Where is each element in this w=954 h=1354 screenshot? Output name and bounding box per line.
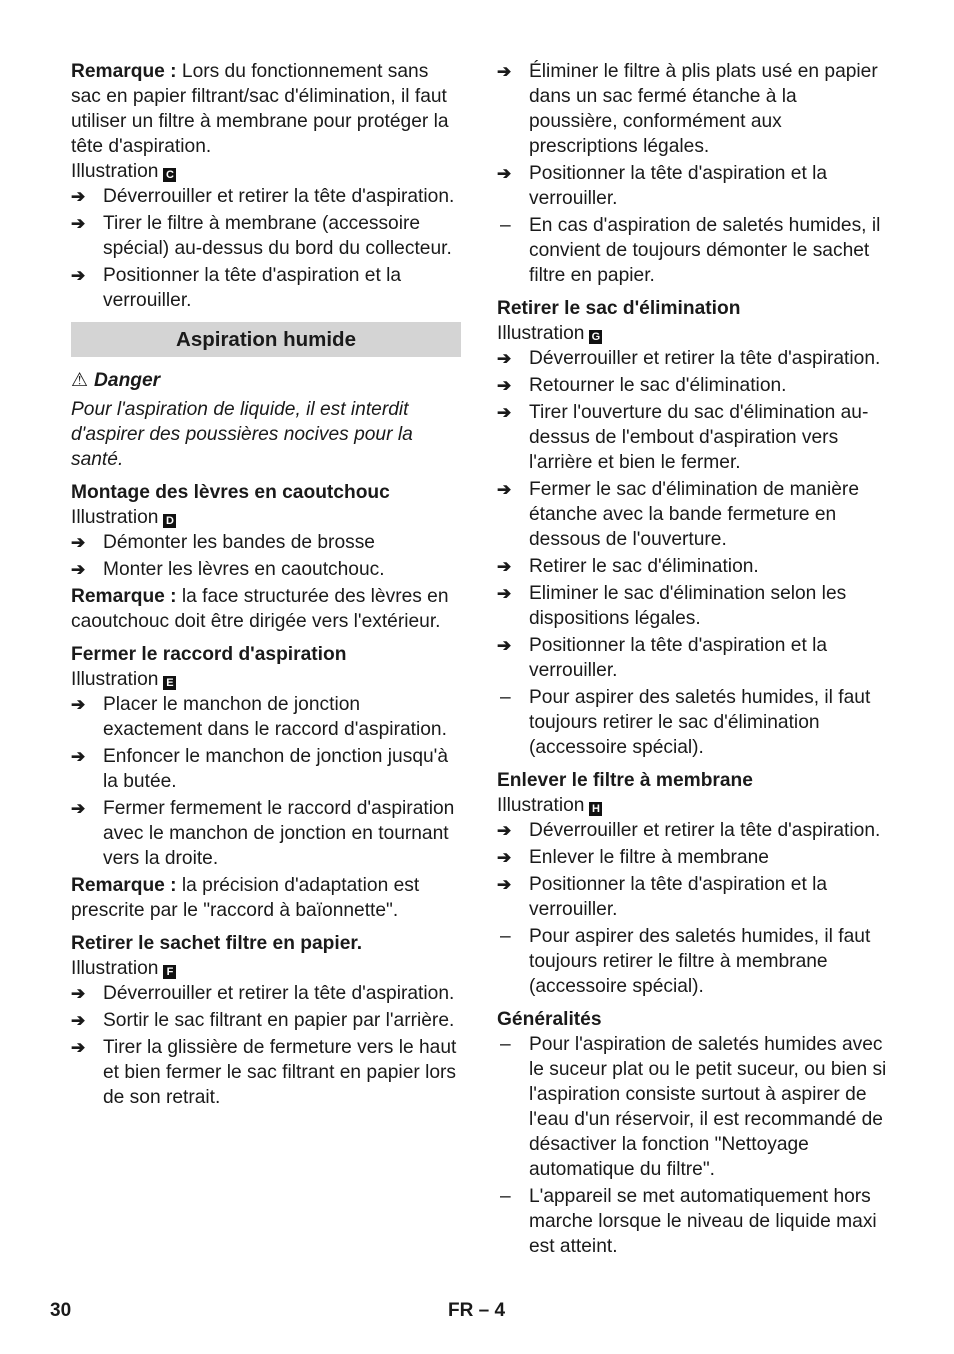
arrow-right-icon: ➔ (71, 1011, 86, 1030)
illustration-letter-icon: G (589, 330, 602, 344)
step-text: Fermer fermement le raccord d'aspiration avec le manchon de jonction en tournant vers la droite. (103, 798, 455, 869)
subheading: Retirer le sachet filtre en papier. (71, 933, 363, 954)
list-item (71, 530, 461, 555)
list-item (71, 981, 461, 1006)
list-item (497, 346, 889, 371)
subheading: Montage des lèvres en caoutchouc (71, 482, 390, 503)
arrow-right-icon: ➔ (497, 164, 512, 183)
step-text: Positionner la tête d'aspiration et la verrouiller. (529, 874, 828, 920)
list-item (497, 581, 889, 631)
list-item (497, 213, 889, 288)
arrow-right-icon: ➔ (497, 821, 512, 840)
illustration-ref (497, 321, 889, 346)
arrow-right-icon: ➔ (71, 533, 86, 552)
arrow-right-icon: ➔ (71, 214, 86, 233)
step-text: Fermer le sac d'élimination de manière étanche avec la bande fermeture en dessous de l'ouverture. (529, 479, 859, 550)
illustration-letter-icon: E (163, 676, 176, 690)
list-item (71, 692, 461, 742)
list-item (497, 373, 889, 398)
list-item (497, 924, 889, 999)
danger-text: Pour l'aspiration de liquide, il est interdit d'aspirer des poussières nocives pour la santé. (71, 399, 413, 470)
right-column (497, 59, 889, 1261)
illustration-label: Illustration (497, 323, 585, 344)
list-item (71, 184, 461, 209)
list-item (71, 557, 461, 582)
arrow-right-icon: ➔ (71, 984, 86, 1003)
dash-bullet-icon: – (500, 687, 511, 708)
step-text: Eliminer le sac d'élimination selon les dispositions légales. (529, 583, 847, 629)
list-item (497, 161, 889, 211)
step-text: Sortir le sac filtrant en papier par l'arrière. (103, 1010, 455, 1031)
step-text: Retourner le sac d'élimination. (529, 375, 787, 396)
arrow-right-icon: ➔ (497, 480, 512, 499)
note-text: la face structurée des lèvres en caoutchouc doit être dirigée vers l'extérieur. (71, 586, 449, 632)
illustration-letter-icon: C (163, 168, 176, 182)
note-label: Remarque : (71, 61, 177, 82)
step-text: Tirer l'ouverture du sac d'élimination au-dessus de l'embout d'aspiration vers l'arrière et bien le fermer. (529, 402, 869, 473)
subheading: Retirer le sac d'élimination (497, 298, 741, 319)
steps-list (71, 530, 461, 582)
list-item (71, 1008, 461, 1033)
danger-label: Danger (94, 370, 161, 391)
page-label: FR – 4 (448, 1300, 506, 1321)
page-number: 30 (50, 1300, 72, 1321)
illustration-ref (71, 159, 461, 184)
subheading: Généralités (497, 1009, 602, 1030)
step-text: Tirer le filtre à membrane (accessoire spécial) au-dessus du bord du collecteur. (103, 213, 452, 259)
warning-triangle-icon: ⚠ (71, 370, 89, 391)
arrow-right-icon: ➔ (497, 62, 512, 81)
danger-heading (71, 368, 461, 393)
step-text: Déverrouiller et retirer la tête d'aspiration. (529, 820, 881, 841)
step-text: Monter les lèvres en caoutchouc. (103, 559, 385, 580)
arrow-right-icon: ➔ (497, 875, 512, 894)
dash-bullet-icon: – (500, 215, 511, 236)
arrow-right-icon: ➔ (71, 560, 86, 579)
list-item (71, 744, 461, 794)
list-item (497, 1032, 889, 1182)
arrow-right-icon: ➔ (497, 636, 512, 655)
arrow-right-icon: ➔ (497, 557, 512, 576)
left-column (71, 59, 461, 1112)
list-item (497, 845, 889, 870)
step-text: L'appareil se met automatiquement hors marche lorsque le niveau de liquide maxi est atteint. (529, 1186, 877, 1257)
illustration-label: Illustration (497, 795, 585, 816)
subheading: Fermer le raccord d'aspiration (71, 644, 347, 665)
step-text: Déverrouiller et retirer la tête d'aspiration. (529, 348, 881, 369)
arrow-right-icon: ➔ (497, 349, 512, 368)
arrow-right-icon: ➔ (497, 376, 512, 395)
step-text: Éliminer le filtre à plis plats usé en papier dans un sac fermé étanche à la poussière, conformément aux prescriptions légales. (529, 61, 878, 157)
list-item (71, 263, 461, 313)
step-text: Positionner la tête d'aspiration et la verrouiller. (529, 635, 828, 681)
illustration-ref (71, 505, 461, 530)
arrow-right-icon: ➔ (71, 799, 86, 818)
illustration-label: Illustration (71, 958, 159, 979)
step-text: Retirer le sac d'élimination. (529, 556, 759, 577)
step-text: Positionner la tête d'aspiration et la verrouiller. (529, 163, 828, 209)
arrow-right-icon: ➔ (497, 584, 512, 603)
arrow-right-icon: ➔ (497, 848, 512, 867)
note-text: Lors du fonctionnement sans sac en papier filtrant/sac d'élimination, il faut utiliser un filtre à membrane pour protéger la tête d'aspiration. (71, 61, 449, 157)
subheading: Enlever le filtre à membrane (497, 770, 753, 791)
note-label: Remarque : (71, 586, 177, 607)
step-text: Pour aspirer des saletés humides, il faut toujours retirer le sac d'élimination (accessoire spécial). (529, 687, 871, 758)
steps-list (497, 818, 889, 999)
list-item (497, 685, 889, 760)
steps-list (71, 692, 461, 871)
illustration-letter-icon: F (163, 965, 176, 979)
illustration-letter-icon: H (589, 802, 602, 816)
list-item (497, 818, 889, 843)
step-text: Enfoncer le manchon de jonction jusqu'à la butée. (103, 746, 449, 792)
dash-bullet-icon: – (500, 1186, 511, 1207)
arrow-right-icon: ➔ (497, 403, 512, 422)
list-item (497, 59, 889, 159)
steps-list (497, 1032, 889, 1259)
arrow-right-icon: ➔ (71, 187, 86, 206)
step-text: Placer le manchon de jonction exactement dans le raccord d'aspiration. (103, 694, 447, 740)
list-item (497, 554, 889, 579)
step-text: Déverrouiller et retirer la tête d'aspiration. (103, 186, 455, 207)
section-title: Aspiration humide (71, 322, 461, 357)
list-item (497, 477, 889, 552)
note-label: Remarque : (71, 875, 177, 896)
illustration-label: Illustration (71, 161, 159, 182)
steps-list (497, 346, 889, 760)
list-item (71, 211, 461, 261)
note-text: la précision d'adaptation est prescrite par le "raccord à baïonnette". (71, 875, 420, 921)
step-text: En cas d'aspiration de saletés humides, il convient de toujours démonter le sachet filtre en papier. (529, 215, 881, 286)
arrow-right-icon: ➔ (71, 1038, 86, 1057)
step-text: Déverrouiller et retirer la tête d'aspiration. (103, 983, 455, 1004)
list-item (71, 1035, 461, 1110)
note (71, 873, 461, 923)
note (71, 584, 461, 634)
steps-list (497, 59, 889, 288)
list-item (497, 400, 889, 475)
arrow-right-icon: ➔ (71, 747, 86, 766)
dash-bullet-icon: – (500, 1034, 511, 1055)
step-text: Pour aspirer des saletés humides, il faut toujours retirer le filtre à membrane (accessoire spécial). (529, 926, 871, 997)
arrow-right-icon: ➔ (71, 695, 86, 714)
list-item (71, 796, 461, 871)
dash-bullet-icon: – (500, 926, 511, 947)
illustration-ref (71, 956, 461, 981)
step-text: Démonter les bandes de brosse (103, 532, 375, 553)
illustration-letter-icon: D (163, 514, 176, 528)
list-item (497, 872, 889, 922)
arrow-right-icon: ➔ (71, 266, 86, 285)
steps-list (71, 184, 461, 313)
list-item (497, 1184, 889, 1259)
note (71, 59, 461, 159)
illustration-ref (497, 793, 889, 818)
illustration-ref (71, 667, 461, 692)
steps-list (71, 981, 461, 1110)
illustration-label: Illustration (71, 507, 159, 528)
step-text: Pour l'aspiration de saletés humides avec le suceur plat ou le petit suceur, ou bien si l'aspiration consiste surtout à aspirer de l'eau d'un réservoir, il est recommandé de désactiver la fonction "Nettoyage automatique du filtre". (529, 1034, 887, 1180)
step-text: Positionner la tête d'aspiration et la verrouiller. (103, 265, 402, 311)
illustration-label: Illustration (71, 669, 159, 690)
step-text: Enlever le filtre à membrane (529, 847, 769, 868)
list-item (497, 633, 889, 683)
step-text: Tirer la glissière de fermeture vers le haut et bien fermer le sac filtrant en papier lors de son retrait. (103, 1037, 457, 1108)
